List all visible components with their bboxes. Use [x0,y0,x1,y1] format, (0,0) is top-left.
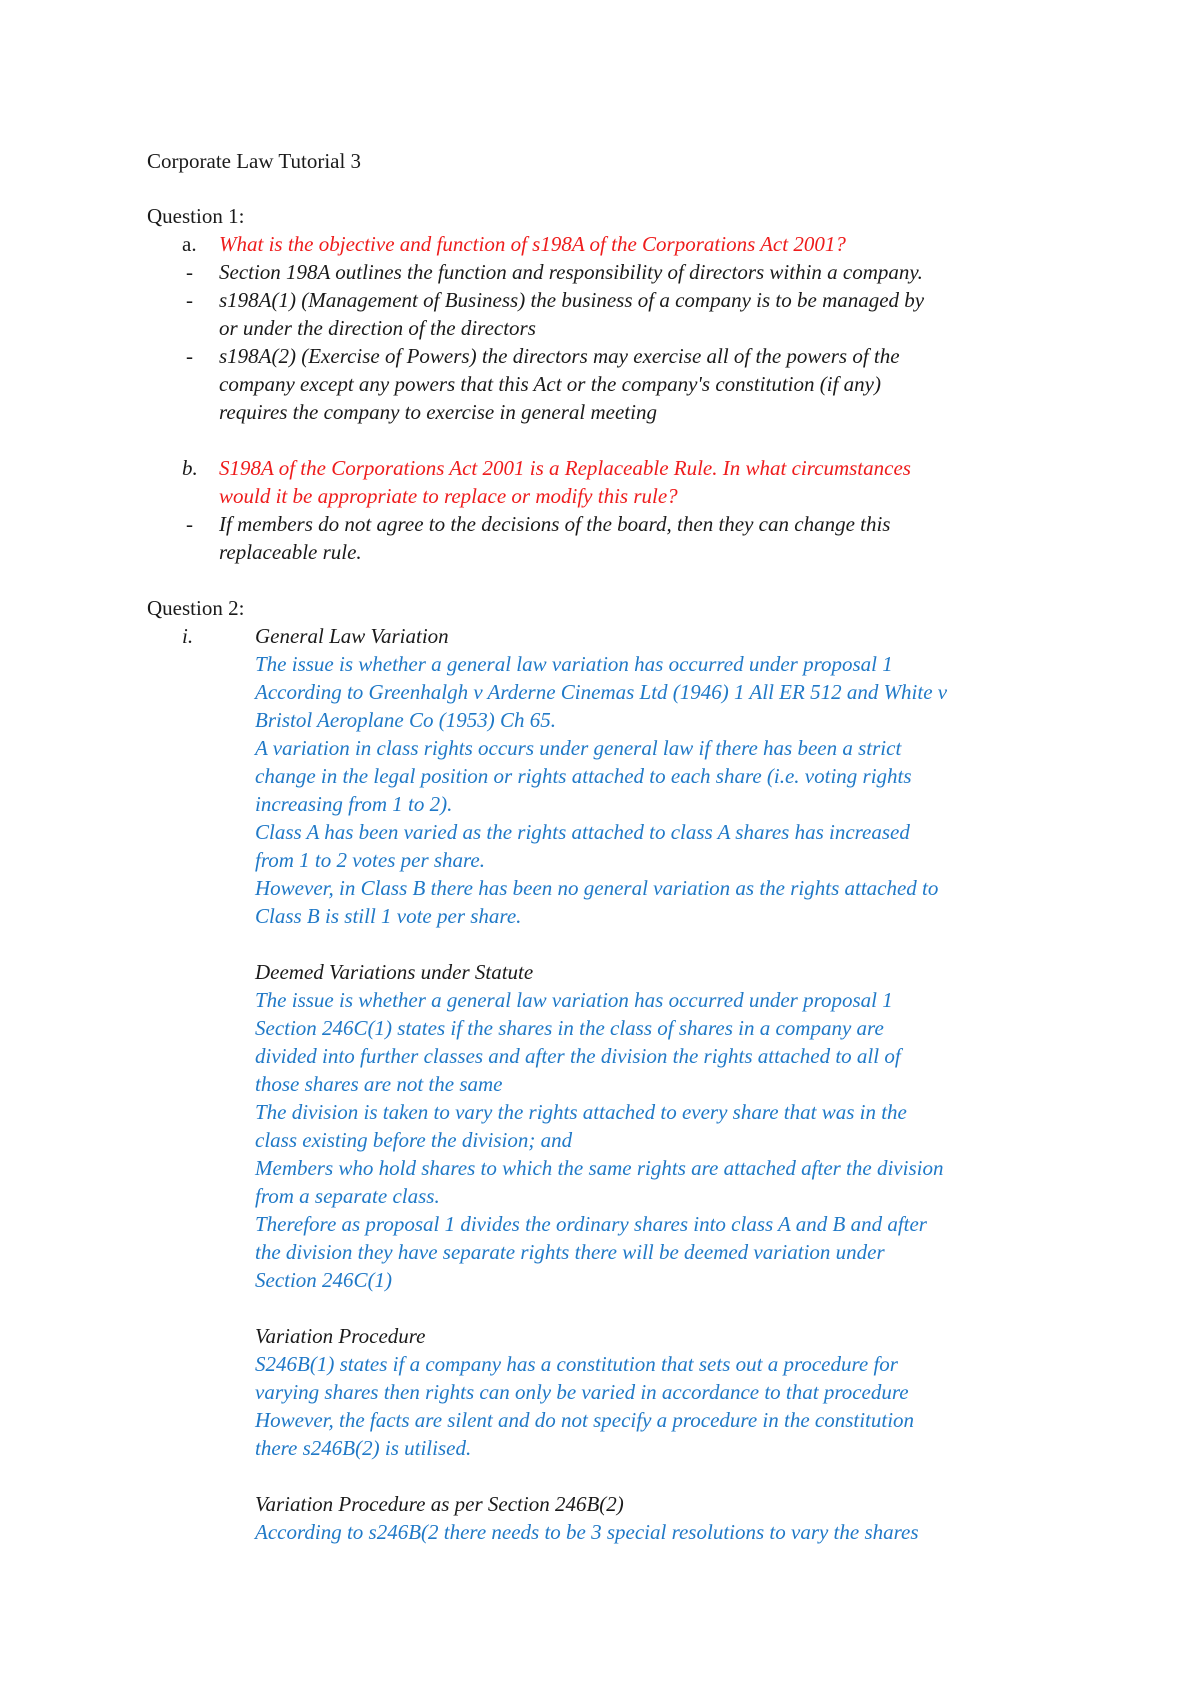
analysis-line: there s246B(2) is utilised. [255,1436,472,1460]
question-2-heading: Question 2: [147,596,245,620]
analysis-line: S246B(1) states if a company has a constitution that sets out a procedure for [255,1352,898,1376]
analysis-line: The issue is whether a general law variation has occurred under proposal 1 [255,652,893,676]
analysis-line: the division they have separate rights there will be deemed variation under [255,1240,885,1264]
question-1a-text: What is the objective and function of s198A of the Corporations Act 2001? [219,232,846,256]
bullet-marker: - [186,512,193,536]
answer-line: company except any powers that this Act or the company's constitution (if any) [219,372,881,396]
bullet-marker: - [186,344,193,368]
analysis-line: Class B is still 1 vote per share. [255,904,522,928]
analysis-line: from 1 to 2 votes per share. [255,848,486,872]
analysis-line: Section 246C(1) [255,1268,393,1292]
bullet-marker: - [186,260,193,284]
answer-line: If members do not agree to the decisions of the board, then they can change this [219,512,891,536]
answer-line: replaceable rule. [219,540,362,564]
analysis-line: those shares are not the same [255,1072,503,1096]
analysis-line: Therefore as proposal 1 divides the ordinary shares into class A and B and after [255,1212,927,1236]
analysis-line: According to Greenhalgh v Arderne Cinemas Ltd (1946) 1 All ER 512 and White v [255,680,948,704]
analysis-line: Bristol Aeroplane Co (1953) Ch 65. [255,708,556,732]
analysis-line: The division is taken to vary the rights attached to every share that was in the [255,1100,907,1124]
analysis-line: The issue is whether a general law variation has occurred under proposal 1 [255,988,893,1012]
analysis-line: A variation in class rights occurs under general law if there has been a strict [255,736,902,760]
question-1b-text: S198A of the Corporations Act 2001 is a Replaceable Rule. In what circumstances [219,456,911,480]
answer-line: s198A(1) (Management of Business) the business of a company is to be managed by [219,288,925,312]
answer-line: s198A(2) (Exercise of Powers) the directors may exercise all of the powers of the [219,344,900,368]
analysis-line: varying shares then rights can only be varied in accordance to that procedure [255,1380,909,1404]
analysis-line: According to s246B(2 there needs to be 3 special resolutions to vary the shares [255,1520,919,1544]
answer-line: Section 198A outlines the function and responsibility of directors within a company. [219,260,923,284]
analysis-line: change in the legal position or rights attached to each share (i.e. voting rights [255,764,912,788]
analysis-line: increasing from 1 to 2). [255,792,453,816]
analysis-line: However, in Class B there has been no general variation as the rights attached to [255,876,939,900]
question-1a-marker: a. [182,232,197,256]
section-heading: Variation Procedure [255,1324,426,1348]
document-title: Corporate Law Tutorial 3 [147,149,362,173]
analysis-line: divided into further classes and after the division the rights attached to all of [255,1044,901,1068]
analysis-line: Section 246C(1) states if the shares in the class of shares in a company are [255,1016,884,1040]
section-heading: Variation Procedure as per Section 246B(2) [255,1492,624,1516]
analysis-line: from a separate class. [255,1184,440,1208]
section-heading: General Law Variation [255,624,449,648]
question-1-heading: Question 1: [147,204,245,228]
question-1b-text: would it be appropriate to replace or modify this rule? [219,484,678,508]
answer-line: or under the direction of the directors [219,316,536,340]
analysis-line: However, the facts are silent and do not specify a procedure in the constitution [255,1408,915,1432]
bullet-marker: - [186,288,193,312]
analysis-line: class existing before the division; and [255,1128,573,1152]
question-1b-marker: b. [182,456,198,480]
section-heading: Deemed Variations under Statute [255,960,534,984]
question-2i-marker: i. [182,624,194,648]
analysis-line: Members who hold shares to which the same rights are attached after the division [255,1156,944,1180]
analysis-line: Class A has been varied as the rights attached to class A shares has increased [255,820,910,844]
answer-line: requires the company to exercise in general meeting [219,400,657,424]
